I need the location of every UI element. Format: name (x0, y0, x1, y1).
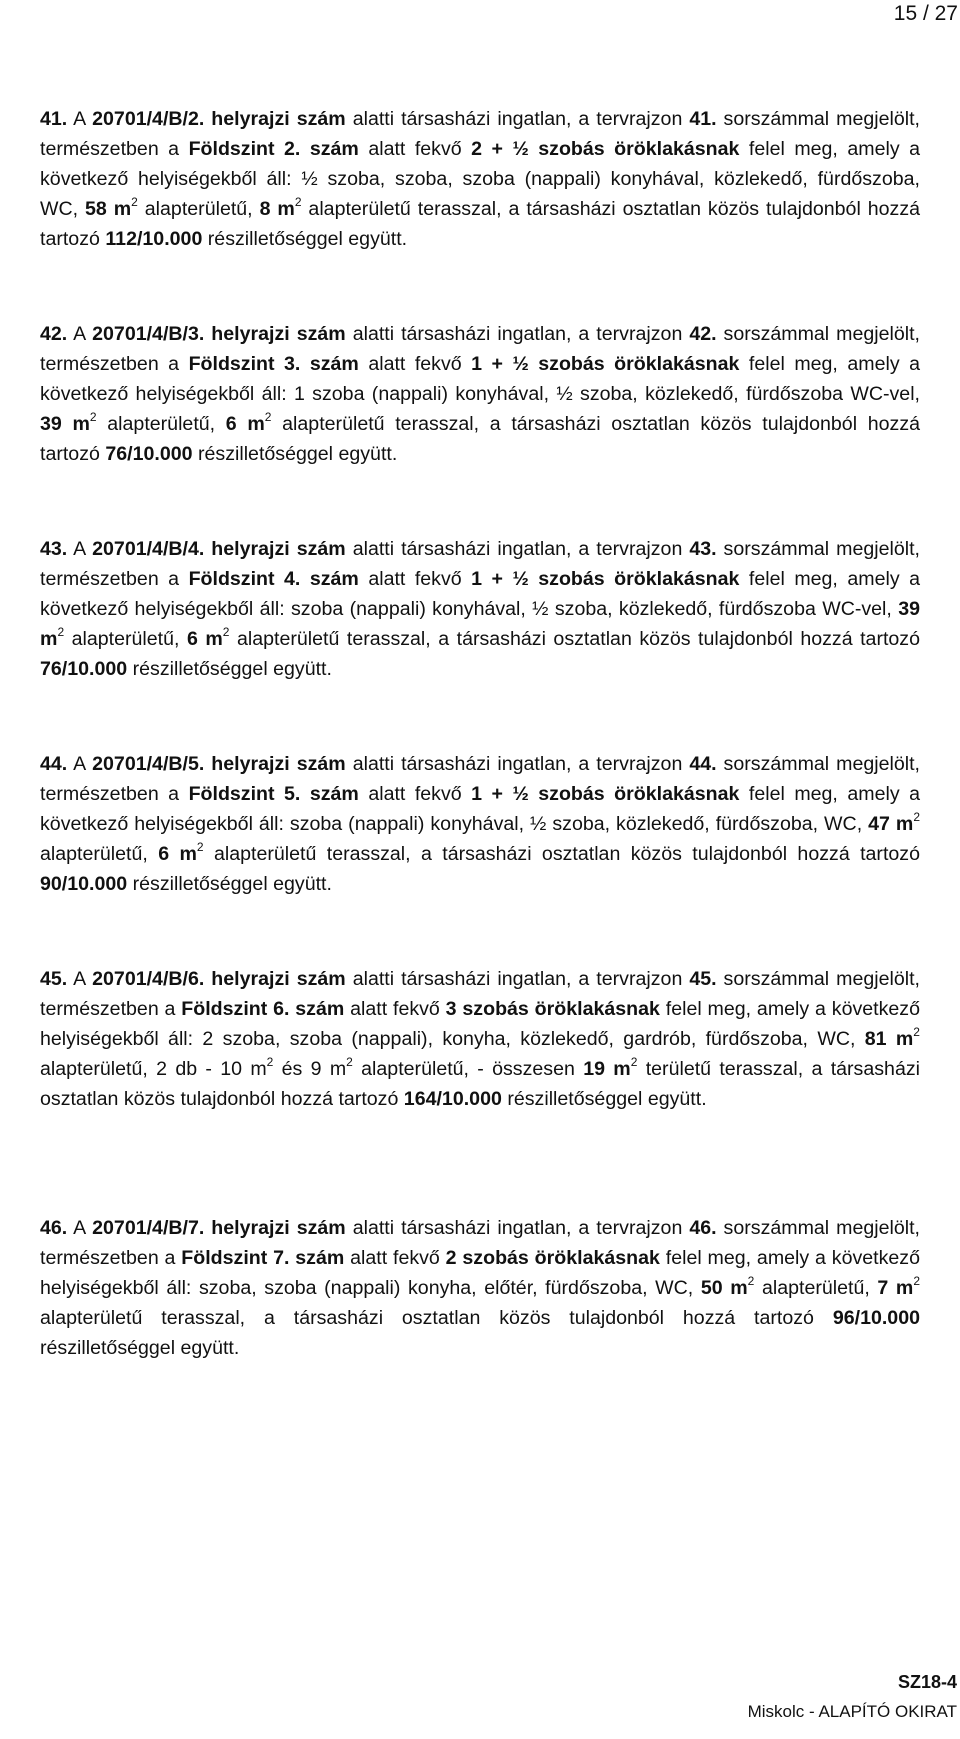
entry-text-segment: A (67, 538, 93, 560)
entry-text-segment: alatti társasházi ingatlan, a tervrajzon (345, 968, 690, 990)
entry-text-segment: 2 (913, 1274, 920, 1288)
entry-text-segment: Földszint 4. szám (188, 568, 359, 590)
entry-number: 43. (40, 538, 68, 560)
entry-text-segment: alatti társasházi ingatlan, a tervrajzon (345, 538, 690, 560)
entry-text-segment: 20701/4/B/6. helyrajzi szám (92, 968, 346, 990)
entry-text-segment: sorszámmal megjelölt, természetben a (40, 753, 921, 805)
entry-text-segment: 8 m (259, 198, 295, 220)
entry-text-segment: 39 m (40, 413, 90, 435)
entry-text-segment: 2 (913, 810, 921, 824)
entry-text-segment: 19 m (583, 1058, 631, 1080)
property-entry-44 (40, 749, 920, 899)
entry-text-segment: 76/10.000 (105, 443, 193, 465)
entry-text-segment: 1 + ½ szobás öröklakásnak (471, 353, 740, 375)
entry-number: 45. (40, 968, 68, 990)
entry-text-segment: Földszint 5. szám (188, 783, 359, 805)
entry-text-segment: A (67, 1217, 93, 1239)
entry-text-segment: alapterületű, (137, 198, 260, 220)
entry-text-segment: 164/10.000 (403, 1088, 502, 1110)
entry-text-segment: alapterületű terasszal, a társasházi osztatlan közös tulajdonból hozzá tartozó (40, 413, 921, 465)
entry-text-segment: 6 m (158, 843, 197, 865)
entry-text-segment: részilletőséggel együtt. (40, 1337, 240, 1359)
entry-text-segment: 2 szobás öröklakásnak (445, 1247, 660, 1269)
entry-text-segment: alatt fekvő (358, 568, 472, 590)
entry-text-segment: 2 (346, 1055, 353, 1069)
entry-text-segment: 2 (196, 840, 204, 854)
entry-text-segment: 3 szobás öröklakásnak (445, 998, 660, 1020)
document-code: SZ18-4 (897, 1672, 957, 1692)
property-entry-46 (40, 1213, 920, 1363)
entry-text-segment: 2 (266, 1055, 274, 1069)
entry-text-segment: 44. (689, 753, 717, 775)
entry-text-segment: 1 + ½ szobás öröklakásnak (471, 783, 740, 805)
entry-text-segment: alatt fekvő (358, 353, 472, 375)
entry-text-segment: felel meg, amely a következő helyiségekből áll: 2 szoba, szoba (nappali), konyha, közlekedő, gardrób, fürdőszoba, WC, (40, 998, 920, 1050)
entry-text-segment: 2 (131, 195, 138, 209)
entry-text-segment: felel meg, amely a következő helyiségekből áll: szoba, szoba (nappali) konyha, előtér, fürdőszoba, WC, (40, 1247, 920, 1299)
property-entry-41 (40, 104, 920, 254)
entry-text-segment: 20701/4/B/2. helyrajzi szám (92, 108, 346, 130)
entry-text-segment: 2 (57, 625, 65, 639)
entry-text-segment: 39 m (40, 598, 920, 650)
entry-text-segment: 90/10.000 (40, 873, 128, 895)
entry-text-segment: alatt fekvő (344, 1247, 446, 1269)
entry-number: 46. (40, 1217, 68, 1239)
entry-number: 42. (40, 323, 68, 345)
entry-text-segment: 81 m (864, 1028, 914, 1050)
entry-text-segment: 20701/4/B/4. helyrajzi szám (92, 538, 346, 560)
entry-text-segment: Földszint 2. szám (188, 138, 359, 160)
entry-text-segment: 2 (747, 1274, 755, 1288)
entry-text-segment: A (67, 323, 93, 345)
entry-text-segment: alatti társasházi ingatlan, a tervrajzon (345, 753, 690, 775)
entry-text-segment: alapterületű terasszal, a társasházi osztatlan közös tulajdonból hozzá tartozó (203, 843, 920, 865)
entry-text-segment: 2 (264, 410, 272, 424)
entry-text-segment: 58 m (85, 198, 132, 220)
entry-text-segment: alapterületű terasszal, a társasházi osztatlan közös tulajdonból hozzá tartozó (40, 198, 921, 250)
entry-text-segment: felel meg, amely a következő helyiségekből áll: ½ szoba, szoba, szoba (nappali) konyhával, közlekedő, fürdőszoba, WC, (40, 138, 920, 220)
entry-text-segment: 43. (689, 538, 717, 560)
entry-text-segment: 41. (689, 108, 717, 130)
entry-text-segment: 2 (294, 195, 302, 209)
entry-text-segment: 2 (89, 410, 97, 424)
entry-text-segment: A (67, 753, 93, 775)
entry-text-segment: 20701/4/B/3. helyrajzi szám (92, 323, 346, 345)
entry-text-segment: alatt fekvő (358, 783, 472, 805)
entry-text-segment: alapterületű, (64, 628, 187, 650)
entry-text-segment: 1 + ½ szobás öröklakásnak (471, 568, 740, 590)
entry-text-segment: alatt fekvő (344, 998, 446, 1020)
entry-text-segment: felel meg, amely a következő helyiségekből áll: szoba (nappali) konyhával, ½ szoba, közlekedő, fürdőszoba WC-vel, (40, 568, 920, 620)
entry-text-segment: alapterületű terasszal, a társasházi osztatlan közös tulajdonból hozzá tartozó (40, 1307, 833, 1329)
entry-text-segment: 112/10.000 (105, 228, 203, 250)
entry-text-segment: alatti társasházi ingatlan, a tervrajzon (345, 108, 690, 130)
entry-text-segment: alapterületű, (754, 1277, 878, 1299)
entry-text-segment: Földszint 6. szám (181, 998, 345, 1020)
entry-text-segment: 2 (913, 1025, 920, 1039)
entry-text-segment: A (67, 968, 93, 990)
entry-text-segment: sorszámmal megjelölt, természetben a (40, 108, 921, 160)
property-entry-42 (40, 319, 920, 469)
entry-text-segment: alapterületű, (96, 413, 226, 435)
entry-text-segment: 2 (222, 625, 230, 639)
property-entry-43 (40, 534, 920, 684)
entry-text-segment: részilletőséggel együtt. (127, 658, 332, 680)
entry-text-segment: 46. (689, 1217, 717, 1239)
entry-text-segment: alapterületű, - összesen (352, 1058, 584, 1080)
entry-text-segment: 2 + ½ szobás öröklakásnak (471, 138, 740, 160)
entry-text-segment: felel meg, amely a következő helyiségekből áll: 1 szoba (nappali) konyhával, ½ szoba, közlekedő, fürdőszoba WC-vel, (40, 353, 920, 405)
entry-number: 44. (40, 753, 68, 775)
entry-text-segment: 7 m (877, 1277, 914, 1299)
entry-text-segment: részilletőséggel együtt. (127, 873, 332, 895)
entry-text-segment: 6 m (186, 628, 223, 650)
page-number: 15 / 27 (893, 2, 958, 25)
entry-text-segment: 6 m (225, 413, 265, 435)
property-entry-45 (40, 964, 920, 1114)
entry-text-segment: 45. (689, 968, 717, 990)
entry-text-segment: 20701/4/B/7. helyrajzi szám (92, 1217, 346, 1239)
entry-text-segment: részilletőséggel együtt. (192, 443, 398, 465)
entry-text-segment: alatti társasházi ingatlan, a tervrajzon (345, 323, 690, 345)
entry-text-segment: alapterületű, 2 db - 10 m (40, 1058, 267, 1080)
document-footer-title: Miskolc - ALAPÍTÓ OKIRAT (747, 1702, 957, 1721)
entry-text-segment: 76/10.000 (40, 658, 128, 680)
entry-text-segment: 2 (630, 1055, 638, 1069)
entry-text-segment: sorszámmal megjelölt, természetben a (40, 538, 921, 590)
entry-text-segment: sorszámmal megjelölt, természetben a (40, 323, 921, 375)
entry-text-segment: sorszámmal megjelölt, természetben a (40, 1217, 921, 1269)
entry-text-segment: területű terasszal, a társasházi osztatlan közös tulajdonból hozzá tartozó (40, 1058, 920, 1110)
entry-text-segment: részilletőséggel együtt. (202, 228, 408, 250)
entry-text-segment: részilletőséggel együtt. (501, 1088, 707, 1110)
entry-text-segment: alapterületű terasszal, a társasházi osztatlan közös tulajdonból hozzá tartozó (229, 628, 921, 650)
entry-text-segment: 50 m (700, 1277, 748, 1299)
entry-text-segment: Földszint 3. szám (188, 353, 359, 375)
entry-text-segment: alatt fekvő (358, 138, 472, 160)
entry-text-segment: 47 m (868, 813, 914, 835)
entry-number: 41. (40, 108, 68, 130)
entry-text-segment: 42. (689, 323, 717, 345)
entry-text-segment: alatti társasházi ingatlan, a tervrajzon (345, 1217, 690, 1239)
entry-text-segment: Földszint 7. szám (181, 1247, 345, 1269)
entry-text-segment: A (67, 108, 93, 130)
entry-text-segment: 96/10.000 (832, 1307, 920, 1329)
entry-text-segment: 20701/4/B/5. helyrajzi szám (92, 753, 346, 775)
entry-text-segment: felel meg, amely a következő helyiségekből áll: szoba (nappali) konyhával, ½ szoba, közlekedő, fürdőszoba, WC, (40, 783, 920, 835)
entry-text-segment: sorszámmal megjelölt, természetben a (40, 968, 921, 1020)
entry-text-segment: alapterületű, (40, 843, 159, 865)
entry-text-segment: és 9 m (273, 1058, 347, 1080)
